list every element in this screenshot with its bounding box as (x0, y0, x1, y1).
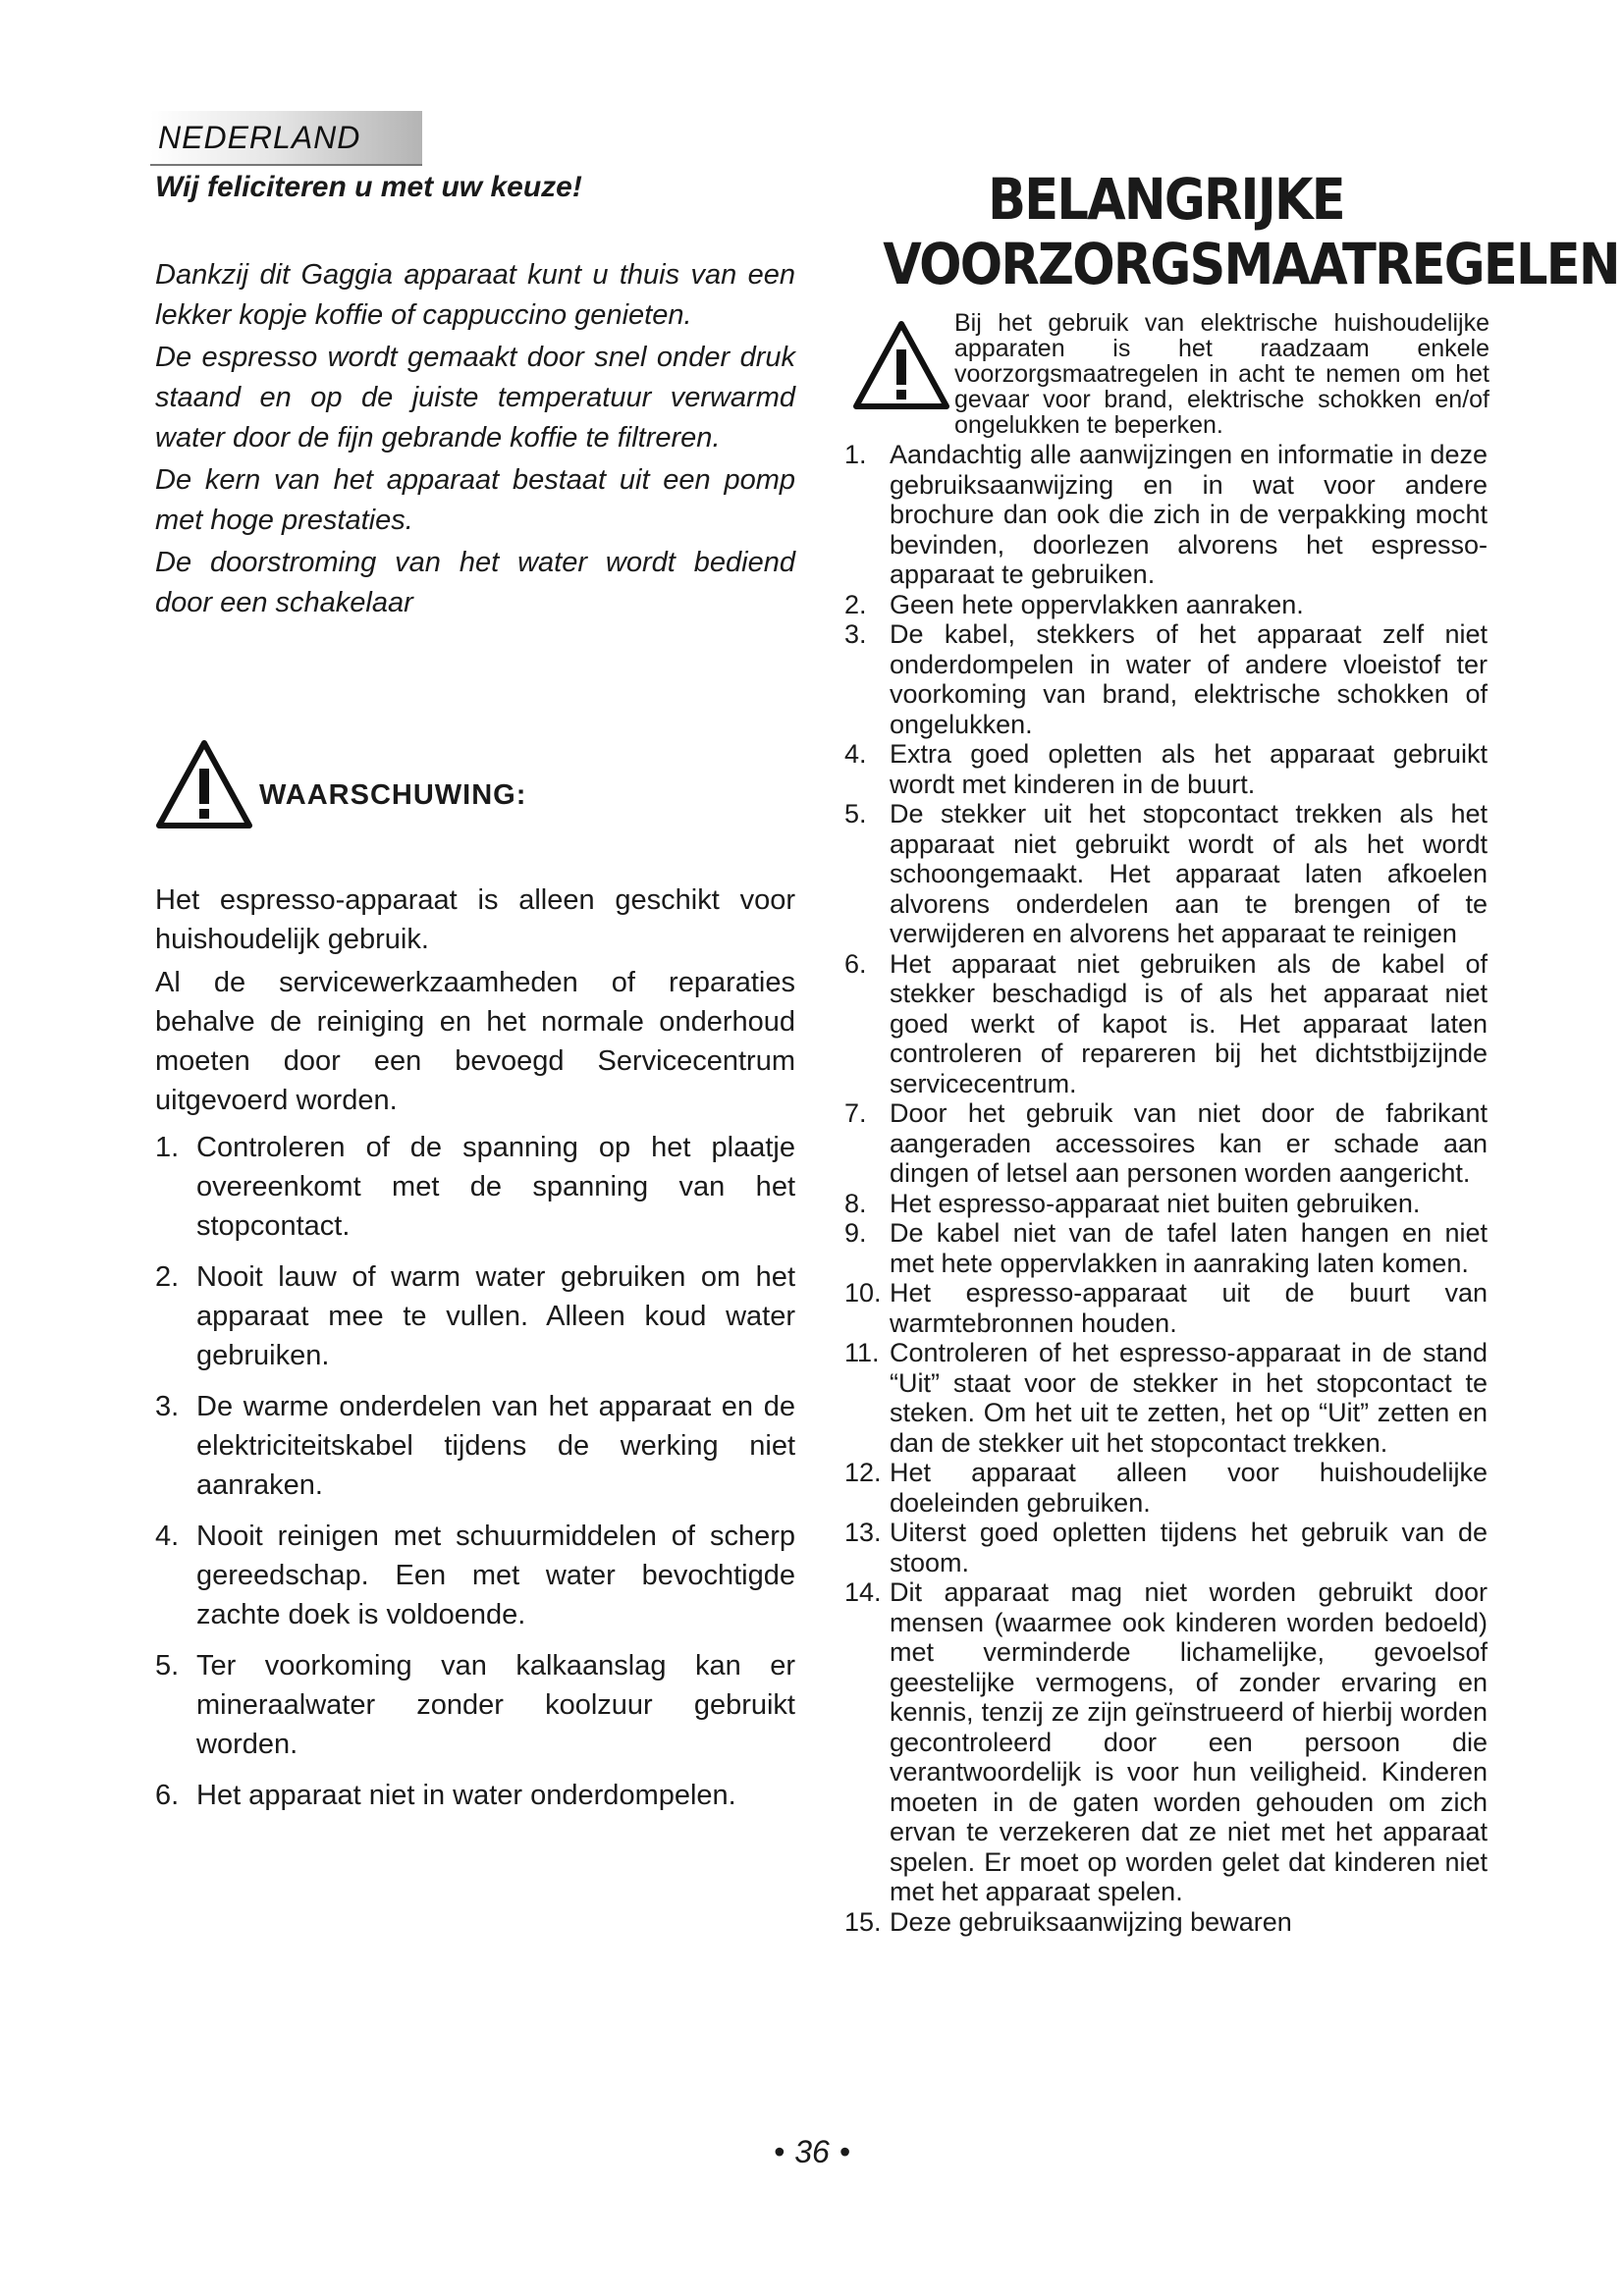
item-text: Nooit lauw of warm water gebruiken om het apparaat mee te vullen. Alleen koud water gebruiken. (196, 1261, 795, 1371)
item-text: De kabel, stekkers of het apparaat zelf niet onderdompelen in water of andere vloeistof ter voorkoming van brand, elektrische schokken of ongelukken. (890, 619, 1488, 739)
item-text: Het espresso-apparaat uit de buurt van warmtebronnen houden. (890, 1278, 1488, 1338)
list-item (844, 1518, 1488, 1577)
item-number: 5. (155, 1650, 180, 1682)
intro-text (155, 255, 795, 623)
item-text: Controleren of het espresso-apparaat in de stand “Uit” staat voor de stekker in het stopcontact te steken. Om het uit te zetten, het op “Uit” zetten en dan de stekker uit het stopcontact trekken. (890, 1338, 1488, 1458)
item-number: 14. (844, 1577, 882, 1607)
precaution-intro-text: Bij het gebruik van elektrische huishoudelijke apparaten is het raadzaam enkele voorzorgsmaatregelen in acht te nemen om het gevaar voor brand, elektrische schokken en/of ongelukken te beperken. (954, 309, 1489, 439)
warning-header (155, 739, 795, 845)
item-number: 6. (155, 1780, 180, 1811)
list-item (844, 1577, 1488, 1907)
item-text: Deze gebruiksaanwijzing bewaren (890, 1906, 1292, 1937)
intro-paragraph: De espresso wordt gemaakt door snel onder druk staand en op de juiste temperatuur verwarmd water door de fijn gebrande koffie te filtreren. (155, 342, 795, 454)
list-item (844, 739, 1488, 799)
item-text: Het apparaat niet gebruiken als de kabel of stekker beschadigd is of als het apparaat niet goed werkt of kapot is. Het apparaat laten controleren of repareren bij het dichtstbijzijnde servicecentrum. (890, 948, 1488, 1098)
congratulations-heading: Wij feliciteren u met uw keuze! (155, 171, 582, 203)
list-item (155, 1128, 795, 1246)
list-item (155, 1257, 795, 1375)
item-text: Extra goed opletten als het apparaat gebruikt wordt met kinderen in de buurt. (890, 739, 1488, 799)
item-text: De warme onderdelen van het apparaat en de elektriciteitskabel tijdens de werking niet aanraken. (196, 1391, 795, 1501)
item-number: 12. (844, 1458, 882, 1487)
item-number: 3. (844, 619, 867, 649)
item-number: 15. (844, 1906, 882, 1937)
warning-paragraph: Al de servicewerkzaamheden of reparaties behalve de reiniging en het normale onderhoud moeten door een bevoegd Servicecentrum uitgevoerd worden. (155, 967, 795, 1116)
list-item (844, 1189, 1488, 1219)
item-number: 13. (844, 1518, 882, 1547)
warning-list (155, 1128, 795, 1815)
list-item (155, 1387, 795, 1505)
warning-paragraph: Het espresso-apparaat is alleen geschikt voor huishoudelijk gebruik. (155, 884, 795, 955)
item-number: 2. (155, 1261, 180, 1293)
item-number: 1. (155, 1132, 180, 1163)
right-column (844, 166, 1619, 1937)
list-item (844, 1458, 1488, 1518)
warning-title: WAARSCHUWING: (259, 779, 527, 811)
item-number: 7. (844, 1098, 867, 1128)
item-number: 9. (844, 1218, 867, 1248)
list-item (155, 1517, 795, 1634)
item-number: 4. (155, 1521, 180, 1552)
list-item (844, 1218, 1488, 1278)
intro-paragraph: De kern van het apparaat bestaat uit een pomp met hoge prestaties. (155, 464, 795, 536)
item-text: Het apparaat niet in water onderdompelen. (196, 1780, 736, 1811)
intro-paragraph: Dankzij dit Gaggia apparaat kunt u thuis van een lekker kopje koffie of cappuccino genieten. (155, 259, 795, 331)
warning-triangle-icon (155, 739, 253, 829)
item-text: De stekker uit het stopcontact trekken als het apparaat niet gebruikt wordt of als het wordt schoongemaakt. Het apparaat laten afkoelen alvorens onderdelen aan te brengen of te verwijderen en alvorens het apparaat te reinigen (890, 799, 1488, 948)
language-tab (150, 111, 422, 166)
item-text: Controleren of de spanning op het plaatje overeenkomt met de spanning van het stopcontact. (196, 1132, 795, 1242)
page-number (0, 2134, 1624, 2170)
list-item (844, 1907, 1488, 1938)
item-number: 2. (844, 589, 867, 619)
item-text: Het espresso-apparaat niet buiten gebruiken. (890, 1188, 1421, 1218)
language-label: NEDERLAND (158, 120, 361, 155)
item-text: Aandachtig alle aanwijzingen en informatie in deze gebruiksaanwijzing en in wat voor andere brochure dan ook die zich in de verpakking mocht bevinden, doorlezen alvorens het espresso-apparaat te gebruiken. (890, 440, 1488, 589)
list-item (155, 1776, 795, 1815)
item-text: Door het gebruik van niet door de fabrikant aangeraden accessoires kan er schade aan dingen of letsel aan personen worden aangericht. (890, 1098, 1488, 1188)
bullet: • (774, 2134, 785, 2169)
list-item (844, 1338, 1488, 1458)
item-text: De kabel niet van de tafel laten hangen en niet met hete oppervlakken in aanraking laten komen. (890, 1218, 1488, 1278)
precaution-list (844, 440, 1488, 1937)
list-item (844, 590, 1488, 620)
list-item (844, 1098, 1488, 1189)
precaution-intro (844, 310, 1488, 438)
item-number: 8. (844, 1188, 867, 1218)
page-title (883, 166, 1619, 297)
item-text: Dit apparaat mag niet worden gebruikt door mensen (waarmee ook kinderen worden bedoeld) met verminderde lichamelijke, gevoelsof geestelijke vermogens, of zonder ervaring en kennis, tenzij ze zijn geïnstrueerd of hierbij worden gecontroleerd door een persoon die verantwoordelijk is voor hun veiligheid. Kinderen moeten in de gaten worden gehouden om zich ervan te verzekeren dat ze niet met het apparaat spelen. Er moet op worden gelet dat kinderen niet met het apparaat spelen. (890, 1577, 1488, 1906)
list-item (155, 1646, 795, 1764)
list-item (844, 440, 1488, 590)
item-number: 4. (844, 739, 867, 769)
item-text: Nooit reinigen met schuurmiddelen of scherp gereedschap. Een met water bevochtigde zachte doek is voldoende. (196, 1521, 795, 1630)
item-number: 10. (844, 1278, 882, 1308)
item-text: Geen hete oppervlakken aanraken. (890, 589, 1304, 619)
left-column (155, 171, 795, 1827)
item-number: 6. (844, 948, 867, 979)
item-text: Uiterst goed opletten tijdens het gebruik van de stoom. (890, 1518, 1488, 1577)
warning-body (155, 881, 795, 1120)
list-item (844, 799, 1488, 949)
item-text: Het apparaat alleen voor huishoudelijke doeleinden gebruiken. (890, 1458, 1488, 1518)
item-number: 3. (155, 1391, 180, 1422)
bullet: • (839, 2134, 850, 2169)
item-number: 5. (844, 799, 867, 828)
list-item (844, 619, 1488, 739)
list-item (844, 1278, 1488, 1338)
title-line: VOORZORGSMAATREGELEN (883, 231, 1619, 297)
item-number: 1. (844, 440, 867, 469)
page-number-value: 36 (794, 2134, 830, 2169)
title-line: BELANGRIJKE (988, 166, 1344, 233)
intro-paragraph: De doorstroming van het water wordt bediend door een schakelaar (155, 547, 795, 618)
item-number: 11. (844, 1338, 880, 1367)
item-text: Ter voorkoming van kalkaanslag kan er mineraalwater zonder koolzuur gebruikt worden. (196, 1650, 795, 1760)
warning-triangle-icon (852, 320, 950, 410)
list-item (844, 949, 1488, 1099)
